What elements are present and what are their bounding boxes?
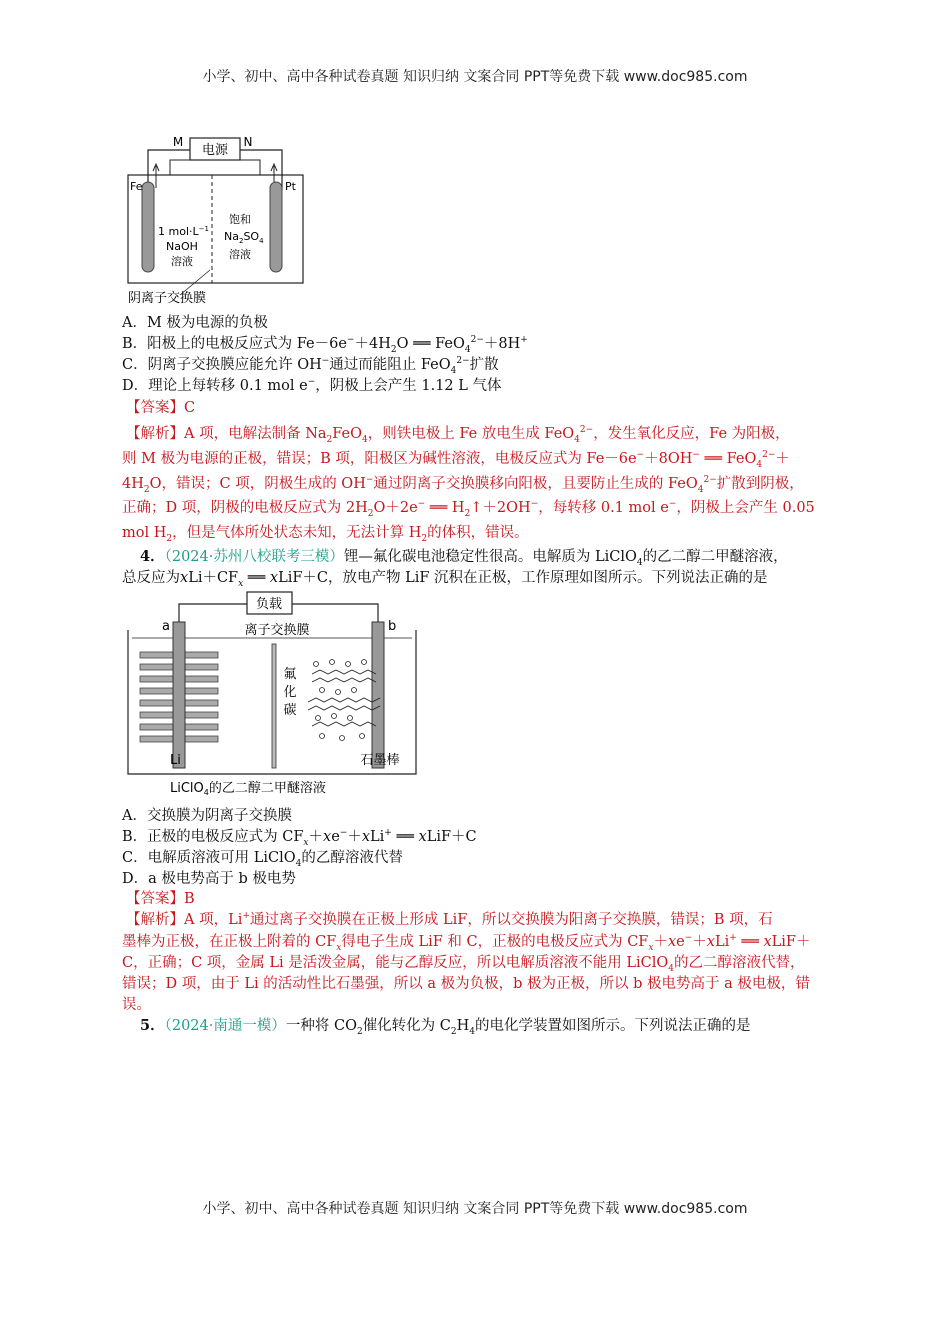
q4-stem-line1: 4．（2024·苏州八校联考三模）锂—氟化碳电池稳定性很高。电解质为 LiClO$_4$的乙二醇二甲醚溶液，	[140, 548, 788, 568]
q3-explanation-line3: $4H_2O$，错误；C 项，阴极生成的 OH−通过阴离子交换膜移向阳极，且要防止生成的 FeO$_4^{2-}$扩散到阴极，	[122, 475, 804, 495]
li-label: Li	[170, 753, 181, 768]
electrolysis-cell-diagram	[120, 130, 320, 310]
q3-explanation-line5: mol $H_2$，但是气体所处状态未知，无法计算 $H_2$的体积，错误。	[122, 525, 529, 544]
fe-label: Fe	[130, 180, 143, 193]
q3-explanation-line1: 【解析】A 项，电解法制备 $Na_2FeO_4$，则铁电极上 Fe 放电生成 FeO$_4^{2-}$，发生氧化反应，Fe 为阳极，	[126, 425, 790, 445]
right-solution-line1: 饱和	[229, 213, 251, 226]
power-source-label: 电源	[201, 143, 229, 158]
n-terminal-label: N	[243, 135, 253, 149]
cf-label-2: 化	[283, 685, 297, 700]
q4-option-d: D．a 极电势高于 b 极电势	[122, 871, 296, 887]
page-footer: 小学、初中、高中各种试卷真题 知识归纳 文案合同 PPT等免费下载 www.doc985.com	[202, 1201, 748, 1217]
right-solution-line2: $Na_2SO_4$	[224, 230, 264, 245]
left-solution-line2: NaOH	[166, 240, 198, 253]
q3-option-c: C．阴离子交换膜应能允许 OH−通过而能阻止 FeO$_4^{2-}$扩散	[122, 356, 499, 376]
q4-option-c: C．电解质溶液可用 LiClO$_4$的乙醇溶液代替	[122, 850, 403, 869]
electrode-b	[372, 622, 384, 768]
pt-label: Pt	[285, 180, 296, 193]
cathode-b-label: b	[388, 619, 397, 634]
ion-exchange-membrane	[272, 644, 276, 768]
q4-stem-line2: 总反应为$xLi+CF_x$ ══ xLiF＋C，放电产物 LiF 沉积在正极，工作原理如图所示。下列说法正确的是	[122, 570, 768, 589]
q4-explanation-line5: 误。	[122, 997, 151, 1013]
load-label: 负载	[255, 597, 283, 612]
q4-explanation-line1: 【解析】A 项，Li+通过离子交换膜在正极上形成 LiF，所以交换膜为阳离子交换膜，错误；B 项，石	[126, 911, 773, 928]
left-solution-line1: 1 $mol\cdot L^{-1}$	[158, 225, 209, 238]
q3-explanation-line4: 正确；D 项，阴极的电极反应式为 $2H_2O+2e^-$ ══ $H_2↑+2OH^-$，每转移 0.1 mol e−，阴极上会产生 0.05	[122, 499, 815, 519]
left-up-arrow-icon	[153, 164, 159, 188]
ion-exchange-membrane-label: 离子交换膜	[244, 623, 310, 638]
electrolyte-caption: LiClO$_4$的乙二醇二甲醚溶液	[170, 781, 326, 797]
q4-explanation-line2: 墨棒为正极，在正极上附着的 $CF_x$得电子生成 LiF 和 C，正极的电极反应式为 $CF_x+xe^-+xLi^+$ ══ xLiF＋	[122, 933, 811, 953]
q3-option-b: B．阳极上的电极反应式为 $Fe-6e^-+4H_2O$ ══ FeO$_4^{2-}$＋8H+	[122, 335, 528, 355]
anode-a-label: a	[162, 619, 170, 634]
q4-option-a: A．交换膜为阴离子交换膜	[122, 808, 292, 824]
q3-answer: 【答案】C	[126, 400, 196, 416]
q4-option-b: B．正极的电极反应式为 $CF_x+xe^-+xLi^+$ ══ xLiF＋C	[122, 828, 477, 848]
left-solution-line3: 溶液	[171, 255, 193, 268]
m-terminal-label: M	[172, 135, 184, 149]
q3-explanation-line2: 则 M 极为电源的正极，错误；B 项，阳极区为碱性溶液，电极反应式为 Fe－6e−＋8OH− ══ FeO$_4^{2-}$＋	[122, 450, 790, 470]
fe-electrode	[142, 182, 154, 272]
electrode-a	[173, 622, 185, 768]
right-solution-line3: 溶液	[229, 248, 251, 261]
graphite-rod-label: 石墨棒	[360, 753, 400, 768]
q5-stem: 5．（2024·南通一模）一种将 $CO_2$催化转化为 $C_2H_4$的电化学装置如图所示。下列说法正确的是	[140, 1017, 751, 1037]
cf-label-1: 氟	[283, 667, 297, 682]
li-cfx-battery-diagram	[122, 586, 422, 798]
page-header: 小学、初中、高中各种试卷真题 知识归纳 文案合同 PPT等免费下载 www.doc985.com	[202, 69, 748, 85]
q4-explanation-line3: C，正确；C 项，金属 Li 是活泼金属，能与乙醇反应，所以电解质溶液不能用 LiClO$_4$的乙二醇溶液代替，	[122, 955, 805, 974]
q4-answer: 【答案】B	[126, 891, 195, 907]
pt-electrode	[270, 182, 282, 272]
q4-explanation-line4: 错误；D 项，由于 Li 的活动性比石墨强，所以 a 极为负极，b 极为正极，所以 b 极电势高于 a 极电极，错	[122, 976, 810, 992]
membrane-caption: 阴离子交换膜	[128, 291, 207, 306]
q3-option-d: D．理论上每转移 0.1 mol e−，阴极上会产生 1.12 L 气体	[122, 377, 502, 394]
cf-label-3: 碳	[283, 703, 297, 718]
q3-option-a: A．M 极为电源的负极	[122, 315, 268, 331]
